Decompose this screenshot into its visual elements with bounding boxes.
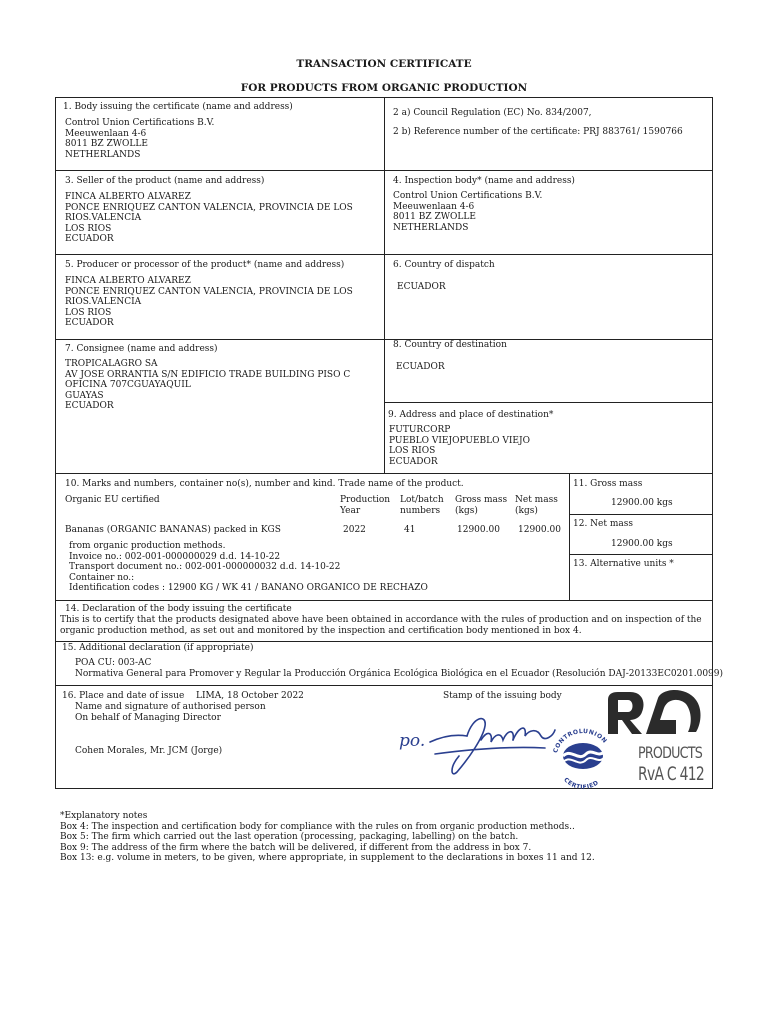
address-line: LOS RIOS (65, 223, 112, 234)
header-line: (kgs) (515, 505, 538, 516)
box11-label: 11. Gross mass (573, 479, 643, 489)
issue-place-date: LIMA, 18 October 2022 (196, 691, 304, 701)
detail-line: Transport document no.: 002-001-000000032 d.d. 14-10-22 (69, 562, 341, 573)
additional-line: Normativa General para Promover y Regular la Producción Orgánica Ecológica Biológica en el Ecuador (Resolución DAJ-20133EC0201.0099) (75, 668, 724, 679)
box8-label: 8. Country of destination (393, 340, 507, 350)
box5-label: 5. Producer or processor of the product* (name and address) (65, 260, 345, 270)
header-line: Net mass (515, 495, 558, 505)
address-line: OFICINA 707CGUAYAQUIL (65, 380, 191, 391)
product-description: Bananas (ORGANIC BANANAS) packed in KGS (65, 525, 281, 535)
certificate-title: TRANSACTION CERTIFICATE (296, 58, 472, 70)
divider-box11-box12 (569, 514, 713, 515)
box3-label: 3. Seller of the product (name and address) (65, 176, 265, 186)
on-behalf-caption: On behalf of Managing Director (75, 713, 221, 723)
box9-label: 9. Address and place of destination* (388, 410, 554, 420)
box4-label: 4. Inspection body* (name and address) (393, 176, 575, 186)
address-line: 8011 BZ ZWOLLE (65, 139, 148, 150)
address-line: GUAYAS (65, 390, 104, 401)
signature-caption: Name and signature of authorised person (75, 702, 266, 712)
divider-row-7 (55, 685, 713, 686)
box13-label: 13. Alternative units * (573, 559, 674, 569)
box3-seller (65, 192, 353, 245)
rva-line-registration: RvA C 412 (638, 763, 704, 785)
product-net-mass: 12900.00 (518, 525, 561, 535)
certificate-subtitle: FOR PRODUCTS FROM ORGANIC PRODUCTION (240, 82, 528, 94)
stamp-label: Stamp of the issuing body (443, 691, 562, 701)
address-line: PONCE ENRIQUEZ CANTON VALENCIA, PROVINCIA DE LOS (65, 202, 353, 213)
address-line: Meeuwenlaan 4-6 (393, 201, 475, 212)
detail-line: Identification codes : 12900 KG / WK 41 / BANANO ORGANICO DE RECHAZO (69, 583, 428, 594)
declaration-line: This is to certify that the products designated above have been obtained in accordance with the rules of production and on inspection of the (60, 615, 702, 625)
divider-row-4 (55, 473, 713, 474)
note-line: Box 9: The address of the firm where the batch will be delivered, if different from the address in box 7. (60, 842, 532, 853)
divider-vertical-upper (384, 97, 385, 473)
address-line: Control Union Certifications B.V. (65, 118, 215, 128)
header-gross-mass (455, 495, 507, 516)
box1-label: 1. Body issuing the certificate (name and address) (63, 102, 293, 112)
box14-label: 14. Declaration of the body issuing the certificate (65, 604, 292, 614)
address-line: ECUADOR (65, 401, 114, 412)
note-line: Box 13: e.g. volume in meters, to be given, where appropriate, in supplement to the declarations in boxes 11 and 12. (60, 853, 595, 864)
divider-vertical-box10 (569, 473, 570, 600)
box5-producer (65, 276, 353, 329)
divider-row-2 (55, 254, 713, 255)
detail-line: from organic production methods. (69, 541, 226, 551)
box16-label: 16. Place and date of issue (62, 691, 185, 701)
address-line: LOS RIOS (389, 446, 436, 457)
product-gross-mass: 12900.00 (457, 525, 500, 535)
box7-label: 7. Consignee (name and address) (65, 344, 218, 354)
rva-line-products: PRODUCTS (638, 743, 703, 762)
header-line: Lot/batch (400, 495, 444, 505)
box15-label: 15. Additional declaration (if appropriate) (62, 643, 254, 653)
box6-label: 6. Country of dispatch (393, 260, 495, 270)
header-net-mass (515, 495, 558, 516)
address-line: PONCE ENRIQUEZ CANTON VALENCIA, PROVINCIA DE LOS (65, 286, 353, 297)
header-line: numbers (400, 505, 441, 516)
header-line: Gross mass (455, 495, 508, 505)
seal-bottom-text: CERTIFIED (562, 776, 601, 792)
note-line: Box 4: The inspection and certification body for compliance with the rules on from organic production methods.. (60, 821, 575, 832)
address-line: ECUADOR (65, 234, 114, 245)
box10-certification: Organic EU certified (65, 495, 160, 505)
box12-net-mass: 12900.00 kgs (611, 539, 673, 549)
rva-accreditation-logo (602, 690, 707, 786)
divider-row-3 (55, 339, 713, 340)
box9-destination (389, 425, 530, 467)
address-line: AV JOSE ORRANTIA S/N EDIFICIO TRADE BUILDING PISO C (65, 369, 351, 380)
product-year: 2022 (343, 525, 366, 535)
address-line: NETHERLANDS (65, 149, 141, 160)
address-line: FUTURCORP (389, 425, 451, 435)
address-line: ECUADOR (389, 456, 438, 467)
explanatory-notes (60, 811, 595, 864)
header-production-year (340, 495, 390, 516)
box8-country: ECUADOR (396, 362, 445, 372)
svg-text:CERTIFIED (562, 776, 600, 791)
declaration-line: organic production method, as set out and monitored by the inspection and certification body mentioned in box 4. (60, 625, 582, 636)
handwritten-signature (395, 706, 565, 786)
address-line: 8011 BZ ZWOLLE (393, 212, 476, 223)
box14-declaration (60, 615, 702, 636)
box10-label: 10. Marks and numbers, container no(s), number and kind. Trade name of the product. (65, 479, 464, 489)
box7-consignee (65, 359, 350, 412)
header-line: (kgs) (455, 505, 478, 516)
divider-row-5 (55, 600, 713, 601)
note-line: Box 5: The firm which carried out the last operation (processing, packaging, labelling) on the batch. (60, 832, 519, 843)
box6-country: ECUADOR (397, 282, 446, 292)
address-line: ECUADOR (65, 318, 114, 329)
divider-box12-box13 (569, 554, 713, 555)
product-lot: 41 (404, 525, 416, 535)
box11-gross-mass: 12900.00 kgs (611, 498, 673, 508)
address-line: RIOS.VALENCIA (65, 297, 142, 308)
header-line: Year (340, 505, 361, 516)
address-line: FINCA ALBERTO ALVAREZ (65, 276, 191, 286)
address-line: PUEBLO VIEJOPUEBLO VIEJO (389, 435, 530, 446)
detail-line: Invoice no.: 002-001-000000029 d.d. 14-10-22 (69, 551, 281, 562)
address-line: Control Union Certifications B.V. (393, 191, 543, 201)
address-line: FINCA ALBERTO ALVAREZ (65, 192, 191, 202)
box10-details (69, 541, 428, 594)
address-line: RIOS.VALENCIA (65, 213, 142, 224)
box2a-regulation: 2 a) Council Regulation (EC) No. 834/2007, (393, 108, 592, 118)
signature-initials: po. (399, 731, 426, 751)
seal-top-text: CONTROLUNION (552, 727, 609, 754)
address-line: LOS RIOS (65, 307, 112, 318)
address-line: Meeuwenlaan 4-6 (65, 128, 147, 139)
box4-inspection-body (393, 191, 542, 233)
box12-label: 12. Net mass (573, 519, 633, 529)
detail-line: Container no.: (69, 572, 135, 583)
divider-box8-box9 (384, 402, 713, 403)
box2b-reference: 2 b) Reference number of the certificate: PRJ 883761/ 1590766 (393, 127, 683, 137)
address-line: TROPICALAGRO SA (65, 359, 158, 369)
box15-additional (75, 658, 723, 679)
divider-row-6 (55, 641, 713, 642)
header-line: Production (340, 495, 391, 505)
notes-title: *Explanatory notes (60, 811, 148, 821)
additional-line: POA CU: 003-AC (75, 658, 152, 668)
signer-name: Cohen Morales, Mr. JCM (Jorge) (75, 746, 223, 756)
header-lot-batch (400, 495, 444, 516)
divider-row-1 (55, 170, 713, 171)
address-line: NETHERLANDS (393, 222, 469, 233)
box1-address (65, 118, 214, 160)
